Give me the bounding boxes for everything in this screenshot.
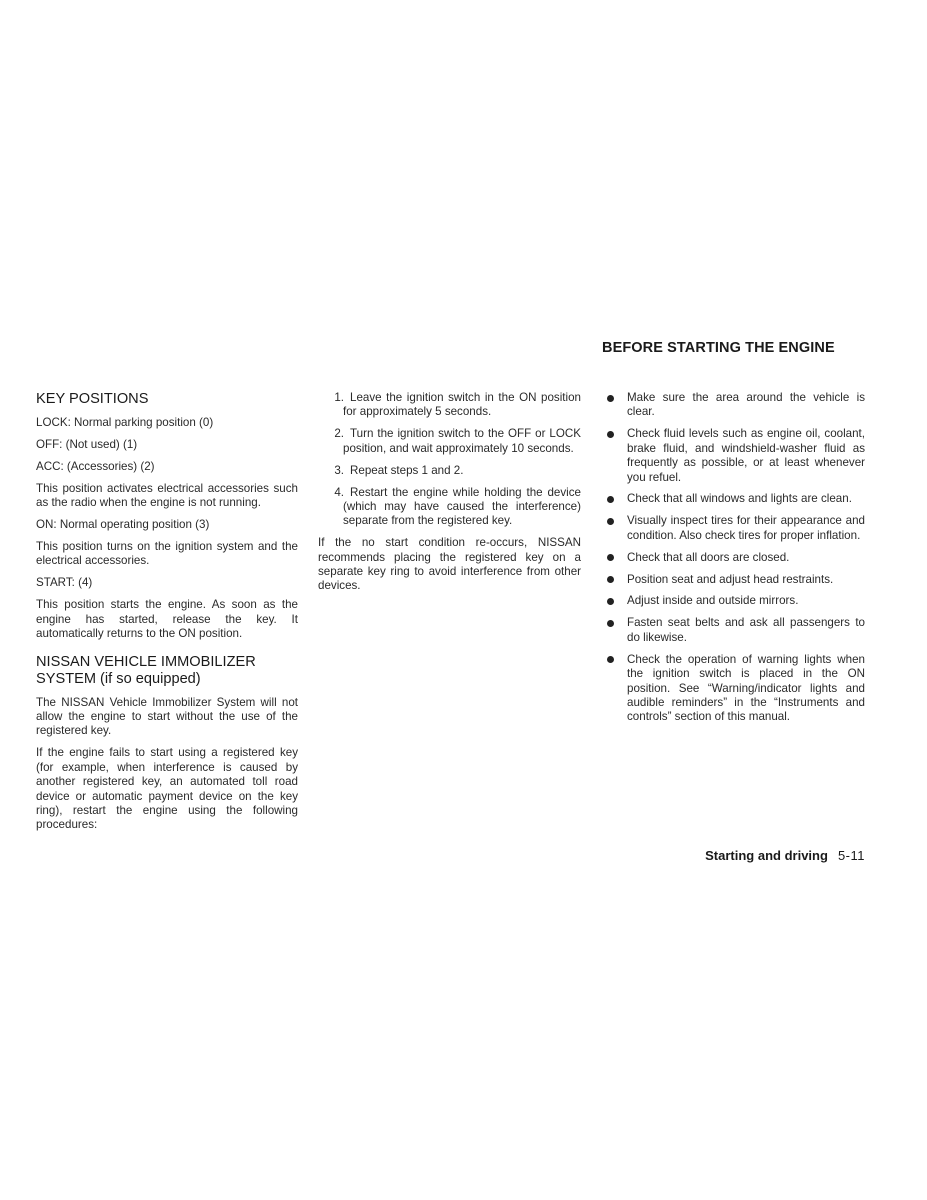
checklist-text: Visually inspect tires for their appearance and condition. Also check tires for proper inflation.: [627, 514, 865, 542]
checklist-text: Position seat and adjust head restraints.: [627, 572, 834, 586]
bullet-icon: [602, 514, 627, 543]
restart-steps-list: [318, 391, 581, 529]
checklist-text: Check that all windows and lights are clean.: [627, 492, 852, 506]
bullet-icon: [602, 573, 627, 587]
list-item: [318, 427, 581, 456]
list-item: [602, 514, 865, 543]
checklist-text: Fasten seat belts and ask all passengers to do likewise.: [627, 616, 865, 644]
list-item: [602, 427, 865, 485]
column-left: [36, 391, 298, 840]
immobilizer-heading: [36, 654, 298, 689]
list-item: [602, 492, 865, 506]
checklist-text: Check fluid levels such as engine oil, coolant, brake fluid, and windshield-washer fluid as frequently as possible, or at least whenever you refuel.: [627, 427, 865, 484]
key-position-start: START: (4): [36, 576, 93, 590]
list-item: [318, 391, 581, 420]
immobilizer-intro: The NISSAN Vehicle Immobilizer System will not allow the engine to start without the use of the registered key.: [36, 695, 298, 738]
list-item: [602, 653, 865, 725]
key-position-on: ON: Normal operating position (3): [36, 517, 210, 531]
page-number: 5-11: [837, 848, 865, 863]
list-item: [318, 486, 581, 529]
checklist-text: Adjust inside and outside mirrors.: [627, 594, 799, 608]
list-item: [602, 551, 865, 565]
step-number: 4.: [334, 485, 344, 499]
bullet-icon: [602, 391, 627, 420]
list-item: [602, 573, 865, 587]
checklist-text: Make sure the area around the vehicle is clear.: [627, 391, 865, 419]
step-text: Repeat steps 1 and 2.: [350, 463, 464, 477]
checklist-text: Check that all doors are closed.: [627, 550, 790, 564]
immobilizer-heading-line2: SYSTEM (if so equipped): [36, 671, 201, 688]
bullet-icon: [602, 551, 627, 565]
bullet-icon: [602, 492, 627, 506]
list-item: [318, 464, 581, 478]
step-number: 2.: [334, 427, 344, 441]
list-item: [602, 594, 865, 608]
bullet-icon: [602, 427, 627, 485]
checklist-text: Check the operation of warning lights when the ignition switch is placed in the ON position. See “Warning/indicator lights and audible reminders” in the “Instruments and controls” section of this manual.: [627, 652, 865, 724]
step-number: 1.: [334, 391, 344, 404]
step-text: Restart the engine while holding the device (which may have caused the interference) separate from the registered key.: [343, 485, 581, 528]
key-position-start-description: This position starts the engine. As soon as the engine has started, release the key. It automatically returns to the ON position.: [36, 598, 298, 641]
list-item: [602, 391, 865, 420]
step-text: Leave the ignition switch in the ON position for approximately 5 seconds.: [343, 391, 581, 419]
key-positions-heading: KEY POSITIONS: [36, 391, 149, 407]
section-title: BEFORE STARTING THE ENGINE: [602, 340, 835, 356]
column-middle: [318, 391, 581, 601]
page-footer: [705, 848, 865, 863]
column-right: [602, 391, 865, 732]
pre-start-checklist: [602, 391, 865, 725]
key-position-on-description: This position turns on the ignition system and the electrical accessories.: [36, 539, 298, 568]
bullet-icon: [602, 653, 627, 725]
immobilizer-restart-instructions: If the engine fails to start using a registered key (for example, when interference is caused by another registered key, an automated toll road device or automatic payment device on the key ring), restart the engine using the following procedures:: [36, 746, 298, 832]
key-position-acc-description: This position activates electrical accessories such as the radio when the engine is not running.: [36, 481, 298, 509]
step-number: 3.: [334, 463, 344, 477]
key-position-off: OFF: (Not used) (1): [36, 437, 138, 451]
key-position-acc: ACC: (Accessories) (2): [36, 459, 155, 473]
step-text: Turn the ignition switch to the OFF or LOCK position, and wait approximately 10 seconds.: [343, 427, 581, 455]
immobilizer-heading-line1: NISSAN VEHICLE IMMOBILIZER: [36, 653, 256, 670]
chapter-name: Starting and driving: [705, 848, 828, 863]
no-start-note: If the no start condition re-occurs, NISSAN recommends placing the registered key on a separate key ring to avoid interference from other devices.: [318, 536, 581, 593]
key-position-lock: LOCK: Normal parking position (0): [36, 415, 214, 429]
bullet-icon: [602, 616, 627, 645]
list-item: [602, 616, 865, 645]
bullet-icon: [602, 594, 627, 608]
